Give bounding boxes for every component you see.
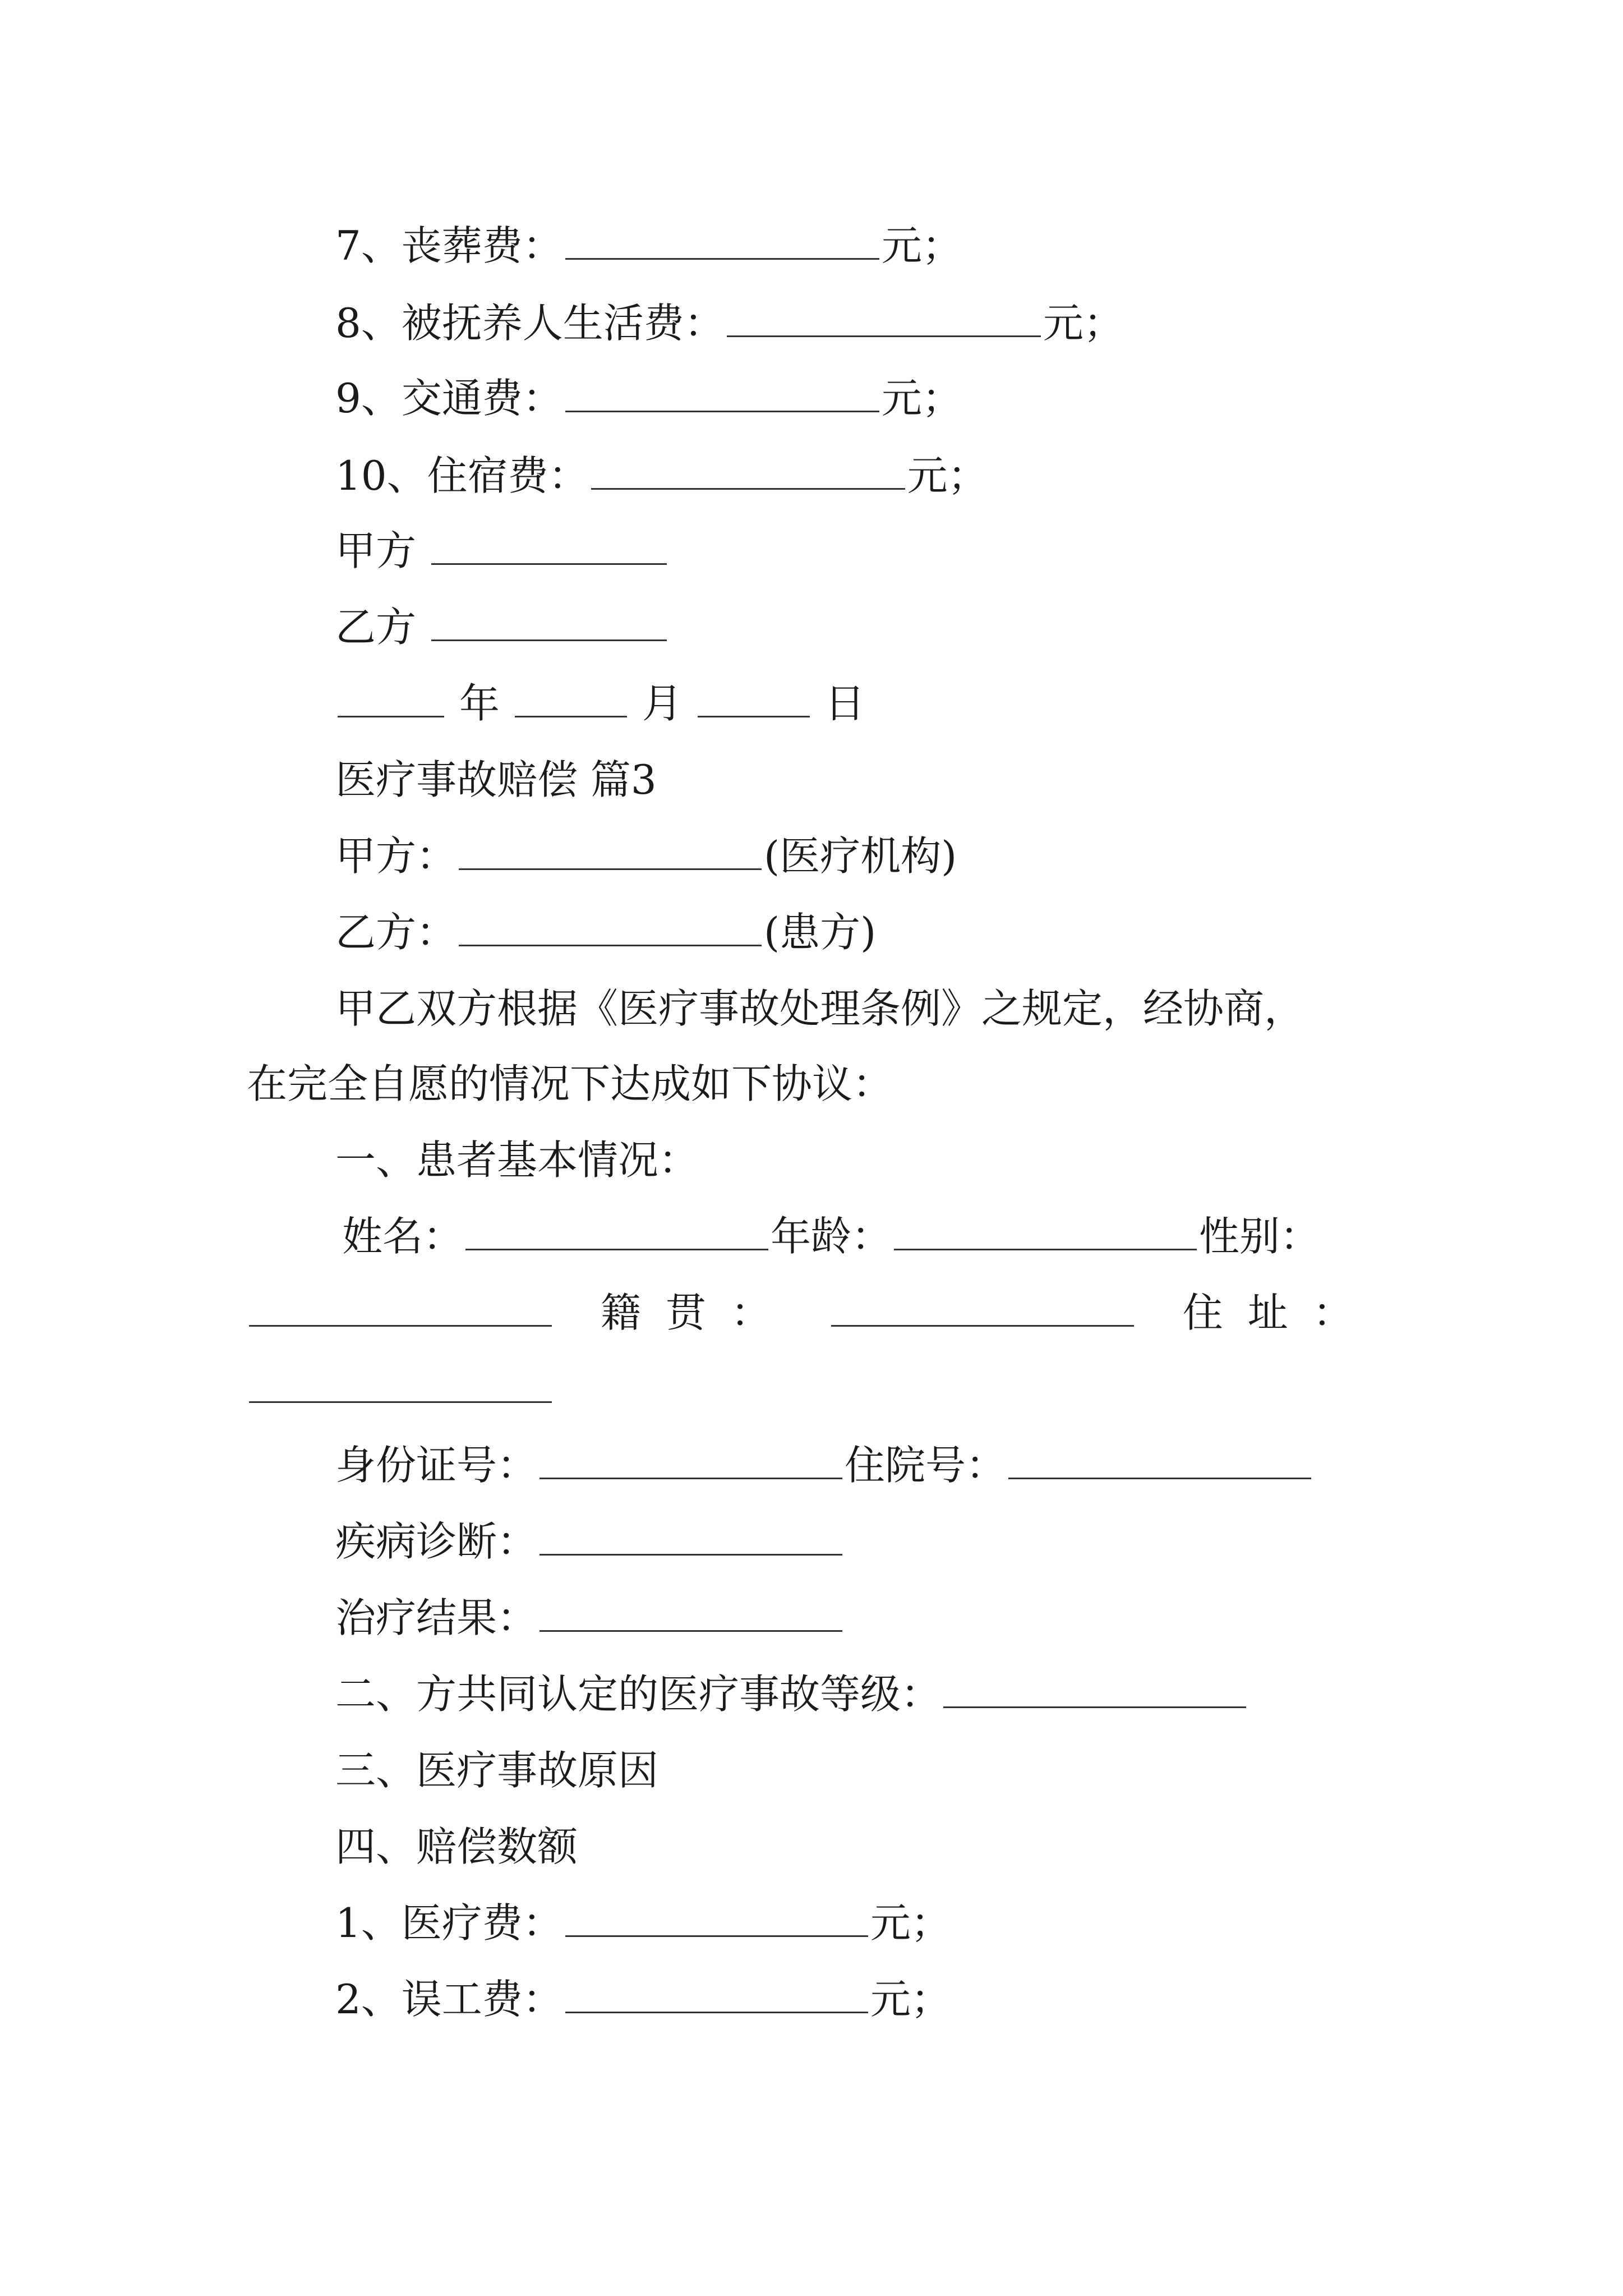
- native-place-blank[interactable]: [831, 1324, 1134, 1327]
- name-label: 姓名：: [342, 1213, 464, 1260]
- id-admission-line: [335, 1432, 1313, 1499]
- fill-blank[interactable]: [591, 487, 905, 490]
- id-number-label: 身份证号：: [335, 1442, 538, 1489]
- gender-blank[interactable]: [249, 1324, 552, 1327]
- party-a-blank[interactable]: [459, 868, 762, 870]
- fee-unit: 元；: [1043, 300, 1124, 347]
- treatment-result-blank[interactable]: [540, 1630, 842, 1632]
- year-blank[interactable]: [338, 715, 444, 717]
- fee-label: 10、住宿费：: [335, 452, 589, 499]
- age-label: 年龄：: [771, 1213, 892, 1260]
- fee-label: 8、被抚养人生活费：: [335, 300, 725, 347]
- fill-blank[interactable]: [565, 2011, 868, 2013]
- party-b-label: 乙方：: [335, 909, 457, 956]
- patient-name-age-gender: [342, 1203, 1320, 1270]
- fee-unit: 元；: [907, 452, 988, 499]
- fill-blank[interactable]: [565, 410, 879, 412]
- fee-unit: 元；: [870, 1899, 951, 1947]
- day-blank[interactable]: [698, 715, 810, 717]
- fee-label: 1、医疗费：: [335, 1899, 563, 1947]
- age-blank[interactable]: [894, 1248, 1197, 1250]
- intro-paragraph-line2: 在完全自愿的情况下达成如下协议：: [247, 1060, 893, 1107]
- id-number-blank[interactable]: [540, 1477, 842, 1479]
- treatment-result-label: 治疗结果：: [335, 1594, 538, 1641]
- name-blank[interactable]: [465, 1248, 768, 1250]
- fee-label: 9、交通费：: [335, 375, 563, 422]
- day-label: 日: [824, 680, 865, 727]
- accident-level-blank[interactable]: [943, 1706, 1246, 1708]
- month-label: 月: [642, 680, 683, 727]
- section-title: 医疗事故赔偿 篇3: [335, 756, 657, 803]
- party-a-line: [335, 822, 957, 890]
- fee-line-transport: [335, 365, 962, 432]
- party-a-label: 甲方：: [335, 832, 457, 880]
- address-blank[interactable]: [249, 1401, 552, 1403]
- fee-unit: 元；: [870, 1976, 951, 2023]
- fee-label: 7、丧葬费：: [335, 222, 563, 269]
- diagnosis-label: 疾病诊断：: [335, 1518, 538, 1565]
- party-b-label: 乙方: [335, 604, 417, 651]
- party-a-label: 甲方: [335, 527, 417, 574]
- fill-blank[interactable]: [727, 335, 1041, 337]
- party-b-blank[interactable]: [459, 944, 762, 946]
- year-label: 年: [459, 680, 500, 727]
- party-b-note: (患方): [764, 909, 877, 956]
- party-b-line: [335, 899, 876, 966]
- signature-party-b: [335, 593, 669, 661]
- native-place-label: 籍贯：: [600, 1289, 796, 1336]
- address-label: 住址：: [1182, 1289, 1378, 1336]
- heading-patient-info: 一、患者基本情况：: [335, 1137, 699, 1184]
- signature-blank[interactable]: [431, 639, 667, 641]
- patient-native-address: [247, 1279, 1378, 1346]
- fee-unit: 元；: [881, 375, 962, 422]
- heading-accident-level: 二、方共同认定的医疗事故等级：: [335, 1671, 942, 1718]
- admission-number-label: 住院号：: [845, 1442, 1007, 1489]
- admission-number-blank[interactable]: [1008, 1477, 1311, 1479]
- fee-line-funeral: [335, 212, 962, 279]
- month-blank[interactable]: [515, 715, 627, 717]
- diagnosis-line: [335, 1508, 845, 1575]
- fill-blank[interactable]: [565, 1935, 868, 1937]
- fee-line-lodging: [335, 442, 988, 509]
- gender-label: 性别：: [1199, 1213, 1321, 1260]
- address-blank-line: [247, 1355, 554, 1423]
- fee-line-dependent-living: [335, 289, 1124, 357]
- fee-line-medical: [335, 1889, 951, 1957]
- fee-unit: 元；: [881, 222, 962, 269]
- fee-label: 2、误工费：: [335, 1976, 563, 2023]
- diagnosis-blank[interactable]: [540, 1553, 842, 1556]
- accident-level-line: [335, 1660, 1248, 1728]
- party-a-note: (医疗机构): [764, 832, 957, 880]
- heading-accident-cause: 三、医疗事故原因: [335, 1747, 659, 1794]
- heading-compensation: 四、赔偿数额: [335, 1823, 578, 1870]
- treatment-result-line: [335, 1584, 845, 1651]
- signature-date: [335, 670, 865, 737]
- signature-blank[interactable]: [431, 563, 667, 565]
- intro-paragraph-line1: 甲乙双方根据《医疗事故处理条例》之规定，经协商，: [335, 985, 1305, 1032]
- fee-line-lost-work: [335, 1966, 951, 2033]
- fill-blank[interactable]: [565, 257, 879, 260]
- signature-party-a: [335, 517, 669, 585]
